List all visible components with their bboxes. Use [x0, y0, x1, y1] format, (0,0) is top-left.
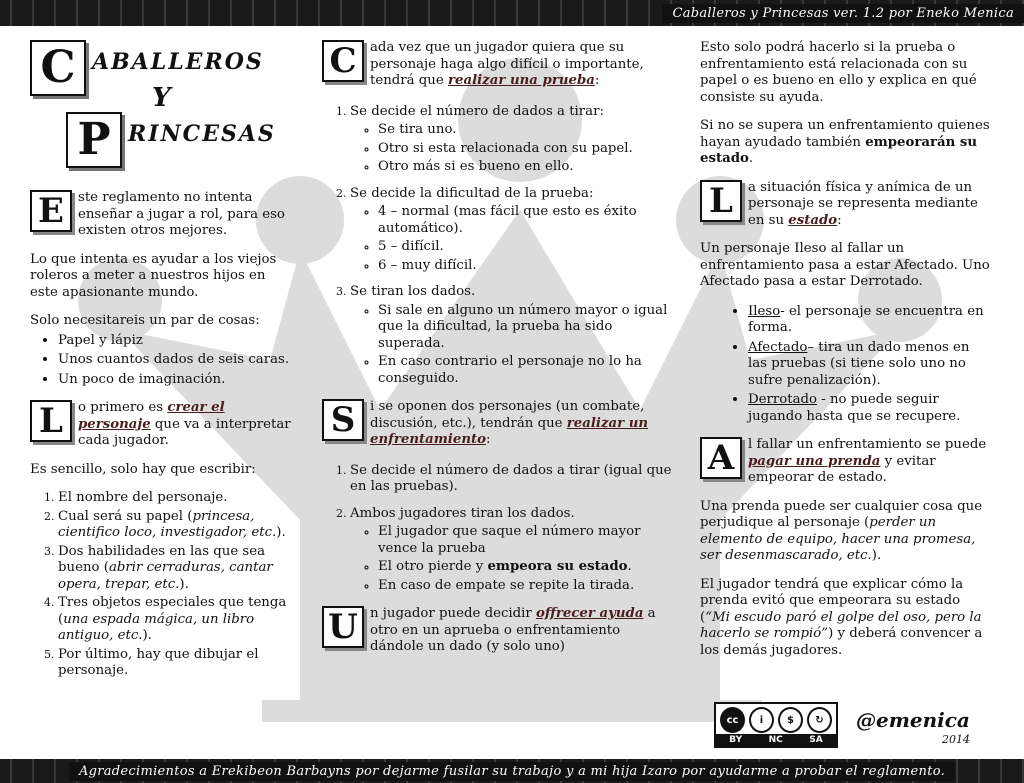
- list-item: ◦ Otro si esta relacionada con su papel.: [378, 141, 674, 158]
- list-item: 4. Tres objetos especiales que tenga (una espada mágica, un libro antiguo, etc.).: [58, 595, 292, 645]
- sharealike-icon: ↻: [807, 707, 832, 733]
- explain-paragraph: El jugador tendrá que explicar cómo la prenda evitó que empeorara su estado (“Mi escudo paró el golpe del oso, pero la hacerlo se rompió”) y deberá convencer a los demás jugadores.: [700, 576, 983, 658]
- intro-paragraph: [30, 190, 292, 240]
- title-word-3: RINCESAS: [128, 121, 276, 147]
- list-item: • Derrotado - no puede seguir jugando hasta que se recupere.: [748, 391, 990, 425]
- pay-paragraph: A l fallar un enfrentamiento se puede pagar una prenda y evitar empeorar de estado.: [700, 437, 990, 487]
- purpose-paragraph: Lo que intenta es ayudar a los viejos roleros a meter a nuestros hijos en este apasionante mundo.: [30, 251, 277, 300]
- title-initial-p: P: [66, 112, 122, 168]
- help-failure-paragraph: Si no se supera un enfrentamiento quienes hayan ayudado también empeorarán su estado.: [700, 118, 990, 166]
- cc-icon: cc: [720, 707, 745, 733]
- list-item: 5. Por último, hay que dibujar el personaje.: [58, 647, 292, 680]
- column-left: [30, 40, 292, 692]
- forfeit-paragraph: Una prenda puede ser cualquier cosa que perjudique al personaje (perder un elemento de equipo, hacer una promesa, ser desenmascarado, etc.).: [700, 498, 983, 563]
- list-item: • Afectado– tira un dado menos en las pruebas (si tiene solo uno no sufre penalización).: [748, 339, 990, 390]
- state-emphasis: estado: [788, 212, 838, 228]
- states-list: [700, 303, 990, 426]
- list-item: 3. Dos habilidades en las que sea bueno (abrir cerraduras, cantar opera, trepar, etc.).: [58, 544, 292, 594]
- steps-list: [30, 490, 292, 680]
- dropcap-s: S: [322, 399, 364, 441]
- header-band: [0, 0, 1024, 26]
- list-item: 2. Se decide la dificultad de la prueba: ◦ 4 – normal (mas fácil que esto es éxito automático). ◦ 5 – difícil. ◦ 6 – muy difícil.: [350, 186, 674, 275]
- needs-intro: Solo necesitareis un par de cosas:: [30, 313, 260, 328]
- list-item: • Un poco de imaginación.: [58, 371, 292, 389]
- needs-list: [30, 332, 292, 389]
- state-paragraph: L a situación física y anímica de un personaje se representa mediante en su estado:: [700, 180, 990, 230]
- help-condition-paragraph: Esto solo podrá hacerlo si la prueba o enfrentamiento está relacionada con su papel o es bueno en ello y explica en qué consiste su ayuda.: [700, 40, 977, 105]
- signature-year: 2014: [942, 733, 970, 746]
- confrontation-emphasis: realizar un enfrentamiento: [370, 415, 649, 447]
- list-item: • Papel y lápiz: [58, 332, 292, 350]
- dropcap-u: U: [322, 606, 364, 648]
- header-credit: Caballeros y Princesas ver. 1.2 por Eneko Menica: [662, 4, 1024, 23]
- help-paragraph: U n jugador puede decidir offrecer ayuda a otro en un aprueba o enfrentamiento dándole un dado (y solo uno): [322, 606, 674, 656]
- footer-thanks: Agradecimientos a Erekibeon Barbayns por dejarme fusilar su trabajo y a mi hija Izaro por ayudarme a probar el reglamento.: [69, 762, 955, 781]
- list-item: ◦ El otro pierde y empeora su estado.: [378, 559, 674, 576]
- state-transitions: Un personaje Ileso al fallar un enfrentamiento pasa a estar Afectado. Uno Afectado pasa a estar Derrotado.: [700, 241, 990, 289]
- list-item: • Unos cuantos dados de seis caras.: [58, 351, 292, 369]
- help-emphasis: offrecer ayuda: [536, 606, 644, 621]
- test-emphasis: realizar una prueba: [447, 73, 595, 88]
- title-block: [30, 40, 292, 176]
- list-item: ◦ Otro más si es bueno en ello.: [378, 159, 674, 176]
- title-initial-c: C: [30, 40, 86, 96]
- confrontation-steps: [322, 463, 674, 595]
- license-badge[interactable]: [714, 702, 838, 748]
- list-item: 1. Se decide el número de dados a tirar: ◦ Se tira uno. ◦ Otro si esta relacionada con su papel. ◦ Otro más si es bueno en ello.: [350, 104, 674, 176]
- list-item: ◦ El jugador que saque el número mayor vence la prueba: [378, 524, 674, 557]
- title-word-2: Y: [152, 83, 173, 113]
- dropcap-c: C: [322, 40, 364, 82]
- list-item: 3. Se tiran los dados. ◦ Si sale en alguno un número mayor o igual que la dificultad, la prueba ha sido superada. ◦ En caso contrario el personaje no lo ha conseguido.: [350, 284, 674, 387]
- list-item: ◦ Si sale en alguno un número mayor o igual que la dificultad, la prueba ha sido superada.: [378, 303, 674, 353]
- author-signature: @emenica 2014: [856, 708, 970, 746]
- dropcap-l: L: [30, 400, 72, 442]
- test-paragraph: C ada vez que un jugador quiera que su personaje haga algo difícil o importante, tendrá que realizar una prueba:: [322, 40, 674, 90]
- list-item: 1. Se decide el número de dados a tirar (igual que en las pruebas).: [350, 463, 674, 496]
- list-item: 2. Ambos jugadores tiran los dados. ◦ El jugador que saque el número mayor vence la prueba ◦ El otro pierde y empeora su estado. ◦ En caso de empate se repite la tirada.: [350, 506, 674, 595]
- confrontation-paragraph: S i se oponen dos personajes (un combate, discusión, etc.), tendrán que realizar un enfrentamiento:: [322, 399, 674, 449]
- attribution-icon: i: [749, 707, 774, 733]
- dropcap-e: E: [30, 190, 72, 232]
- title-word-1: ABALLEROS: [92, 49, 264, 75]
- test-steps: [322, 104, 674, 388]
- list-item: 1. El nombre del personaje.: [58, 490, 292, 507]
- column-middle: [322, 40, 674, 668]
- column-right: [700, 40, 990, 671]
- list-item: ◦ 4 – normal (mas fácil que esto es éxito automático).: [378, 204, 674, 237]
- simple-paragraph: Es sencillo, solo hay que escribir:: [30, 461, 256, 477]
- list-item: ◦ Se tira uno.: [378, 122, 674, 139]
- create-text-end: que va a interpretar cada jugador.: [78, 416, 291, 448]
- license-icons: [716, 704, 836, 733]
- noncommercial-icon: $: [778, 707, 803, 733]
- create-emphasis: crear el personaje: [78, 400, 225, 432]
- list-item: ◦ 5 – difícil.: [378, 239, 674, 256]
- create-paragraph: [30, 400, 292, 450]
- list-item: ◦ En caso de empate se repite la tirada.: [378, 578, 674, 595]
- pay-emphasis: pagar una prenda: [748, 453, 881, 469]
- dropcap-a: A: [700, 437, 742, 479]
- list-item: • Ileso- el personaje se encuentra en forma.: [748, 303, 990, 337]
- list-item: ◦ 6 – muy difícil.: [378, 258, 674, 275]
- dropcap-l2: L: [700, 180, 742, 222]
- intro-text: ste reglamento no intenta enseñar a jugar a rol, para eso existen otros mejores.: [78, 190, 285, 238]
- footer-band: [0, 759, 1024, 783]
- license-labels: BY NC SA: [716, 734, 836, 746]
- create-text: o primero es: [78, 400, 168, 415]
- list-item: ◦ En caso contrario el personaje no lo ha conseguido.: [378, 354, 674, 387]
- list-item: 2. Cual será su papel (princesa, cientifico loco, investigador, etc.).: [58, 509, 292, 542]
